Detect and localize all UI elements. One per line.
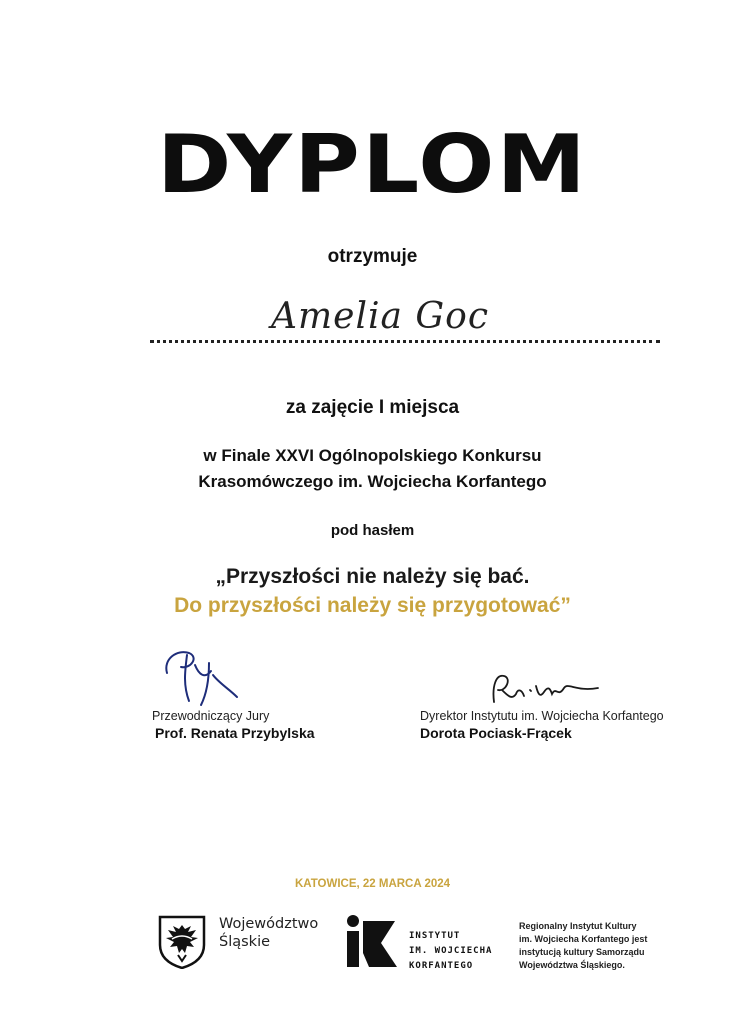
contest-name-line-1: w Finale XXVI Ogólnopolskiego Konkursu [203, 446, 542, 465]
diploma-title: DYPLOM [156, 118, 589, 211]
receives-label: otrzymuje [327, 246, 418, 267]
director-name: Dorota Pociask-Frącek [420, 725, 572, 741]
director-role: Dyrektor Instytutu im. Wojciecha Korfantego [420, 709, 664, 723]
motto-intro: pod hasłem [330, 522, 415, 539]
motto-line-2: Do przyszłości należy się przygotować” [174, 594, 571, 617]
institute-name-line-2: IM. WOJCIECHA [409, 946, 493, 956]
jury-chair-role: Przewodniczący Jury [152, 709, 270, 723]
signature-icon [486, 668, 606, 708]
institute-ik-logo-icon [343, 913, 399, 969]
regional-note-line-4: Województwa Śląskiego. [519, 960, 625, 970]
eagle-coat-of-arms-icon [158, 915, 206, 969]
motto-line-1: „Przyszłości nie należy się bać. [215, 565, 530, 588]
recipient-name: Amelia Goc [271, 296, 489, 337]
recipient-dotted-line [150, 340, 660, 343]
voivodeship-name-line-2: Śląskie [219, 934, 271, 950]
contest-name-line-2: Krasomówczego im. Wojciecha Korfantego [198, 472, 547, 491]
institute-name-line-3: KORFANTEGO [409, 961, 474, 971]
jury-chair-name: Prof. Renata Przybylska [155, 725, 315, 741]
voivodeship-name-line-1: Województwo [219, 916, 319, 932]
award-place: za zajęcie I miejsca [285, 397, 460, 418]
institute-name-line-1: INSTYTUT [409, 931, 461, 941]
regional-note-line-2: im. Wojciecha Korfantego jest [519, 934, 648, 944]
place-and-date: KATOWICE, 22 MARCA 2024 [294, 878, 451, 890]
regional-note-line-3: instytucją kultury Samorządu [519, 947, 645, 957]
signature-icon [155, 645, 245, 713]
regional-note-line-1: Regionalny Instytut Kultury [519, 921, 637, 931]
